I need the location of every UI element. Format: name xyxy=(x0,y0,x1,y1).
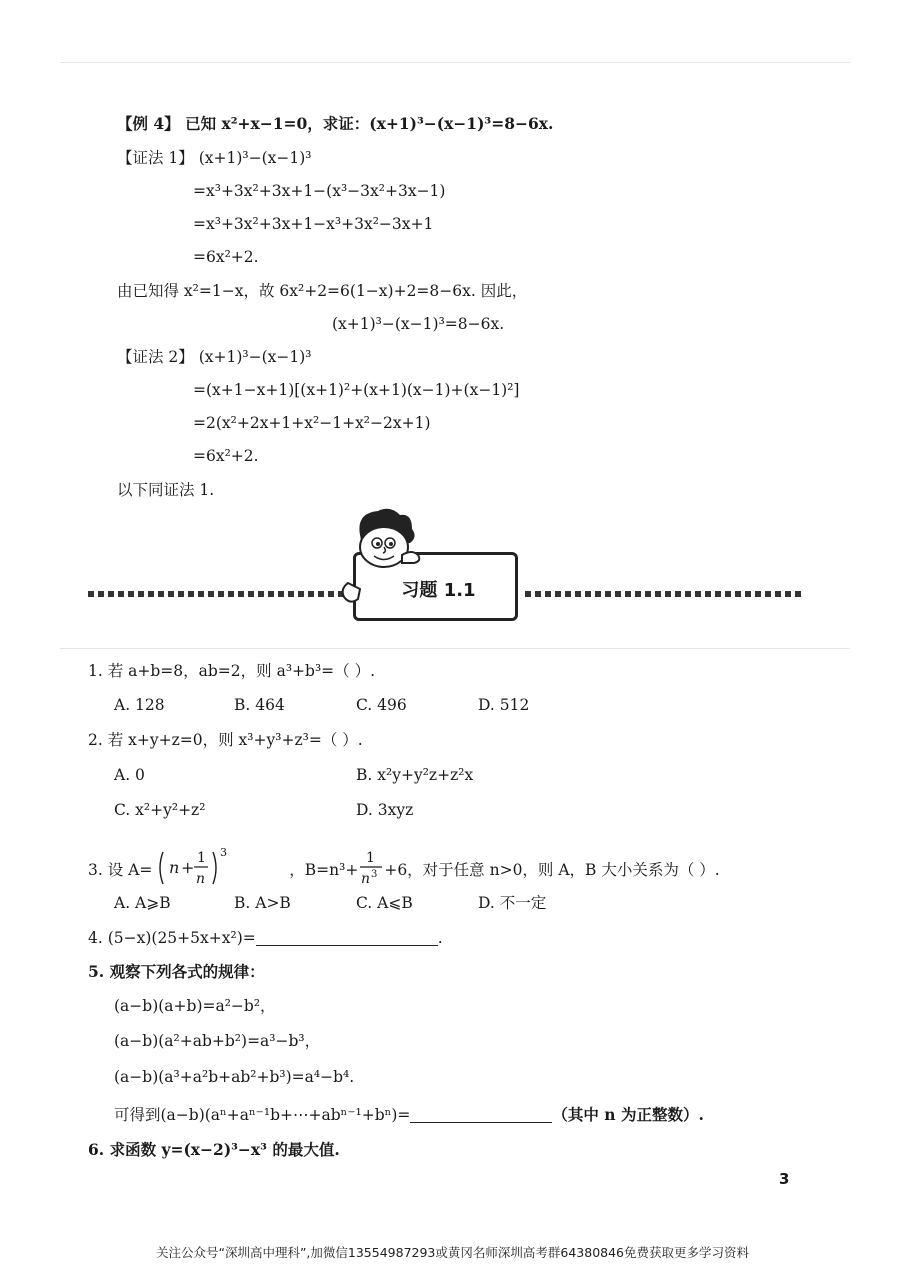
dotted-rule-right xyxy=(525,591,805,597)
q4-stem-end: . xyxy=(437,929,443,947)
proof2-note: 以下同证法 1. xyxy=(117,481,215,499)
proof2-line: =2(x²+2x+1+x²−1+x²−2x+1) xyxy=(193,414,431,432)
q1-stem: 1. 若 a+b=8，ab=2，则 a³+b³=（ ）. xyxy=(88,662,376,680)
q3-option-b: B. A>B xyxy=(234,894,291,912)
proof1-result: (x+1)³−(x−1)³=8−6x. xyxy=(332,315,505,333)
q2-stem: 2. 若 x+y+z=0，则 x³+y³+z³=（ ）. xyxy=(88,731,363,749)
q5-ask xyxy=(114,1104,704,1126)
svg-text:3: 3 xyxy=(371,869,378,880)
q1-option-d: D. 512 xyxy=(478,696,530,714)
q5-ask-text: 可得到(a−b)(aⁿ+aⁿ⁻¹b+⋯+abⁿ⁻¹+bⁿ)= xyxy=(114,1106,411,1124)
svg-text:+: + xyxy=(181,858,195,877)
proof2-head: 【证法 2】 (x+1)³−(x−1)³ xyxy=(117,348,312,366)
q3-stem-part: ，B=n³+ xyxy=(289,861,359,879)
q1-option-a: A. 128 xyxy=(114,696,165,714)
proof1-note: 由已知得 x²=1−x，故 6x²+2=6(1−x)+2=8−6x. 因此， xyxy=(117,282,528,300)
q5-line: (a−b)(a+b)=a²−b²， xyxy=(114,997,276,1015)
answer-blank[interactable] xyxy=(256,929,438,946)
svg-text:1: 1 xyxy=(366,850,376,866)
q5-line: (a−b)(a²+ab+b²)=a³−b³， xyxy=(114,1032,321,1050)
q3-option-a: A. A⩾B xyxy=(114,894,171,912)
svg-text:n: n xyxy=(169,858,180,877)
q3-formula xyxy=(157,846,289,890)
footer-note: 关注公众号“深圳高中理科”,加微信13554987293或黄冈名师深圳高考群64380846免费获取更多学习资料 xyxy=(155,1245,750,1260)
scan-line xyxy=(60,648,850,649)
dotted-rule-left xyxy=(88,591,346,597)
proof1-line: =x³+3x²+3x+1−x³+3x²−3x+1 xyxy=(193,215,434,233)
q3-fraction xyxy=(358,846,384,890)
svg-text:3: 3 xyxy=(220,846,228,859)
proof2-line: =(x+1−x+1)[(x+1)²+(x+1)(x−1)+(x−1)²] xyxy=(193,381,520,399)
example-title: 【例 4】 已知 x²+x−1=0，求证：(x+1)³−(x−1)³=8−6x. xyxy=(117,114,554,133)
q3-stem-part: 3. 设 A= xyxy=(88,861,153,879)
page-number: 3 xyxy=(779,1170,790,1188)
proof1-head: 【证法 1】 (x+1)³−(x−1)³ xyxy=(117,149,312,167)
q6-stem: 6. 求函数 y=(x−2)³−x³ 的最大值. xyxy=(88,1140,340,1159)
q2-option-a: A. 0 xyxy=(114,766,145,784)
q3-option-d: D. 不一定 xyxy=(478,894,547,912)
q2-option-b: B. x²y+y²z+z²x xyxy=(356,766,474,784)
q2-option-c: C. x²+y²+z² xyxy=(114,801,206,819)
svg-text:n: n xyxy=(361,871,371,887)
svg-text:n: n xyxy=(196,871,206,887)
q1-option-b: B. 464 xyxy=(234,696,285,714)
q2-option-d: D. 3xyz xyxy=(356,801,414,819)
q5-note: （其中 n 为正整数）. xyxy=(552,1105,704,1124)
q4-stem-text: 4. (5−x)(25+5x+x²)= xyxy=(88,929,256,947)
q3-stem-part: +6，对于任意 n>0，则 A，B 大小关系为（ ）. xyxy=(384,861,720,879)
svg-text:1: 1 xyxy=(197,850,207,866)
section-title: 习题 1.1 xyxy=(401,580,476,601)
q4-stem xyxy=(88,927,443,949)
proof2-line: =6x²+2. xyxy=(193,447,259,465)
scan-line xyxy=(60,62,850,63)
q3-stem xyxy=(88,846,720,890)
proof1-line: =x³+3x²+3x+1−(x³−3x²+3x−1) xyxy=(193,182,446,200)
proof1-line: =6x²+2. xyxy=(193,248,259,266)
q5-line: (a−b)(a³+a²b+ab²+b³)=a⁴−b⁴. xyxy=(114,1068,355,1086)
q5-stem: 5. 观察下列各式的规律： xyxy=(88,962,265,981)
q3-option-c: C. A⩽B xyxy=(356,894,413,912)
cartoon-boy-icon xyxy=(338,505,430,623)
answer-blank[interactable] xyxy=(410,1106,552,1123)
q1-option-c: C. 496 xyxy=(356,696,407,714)
